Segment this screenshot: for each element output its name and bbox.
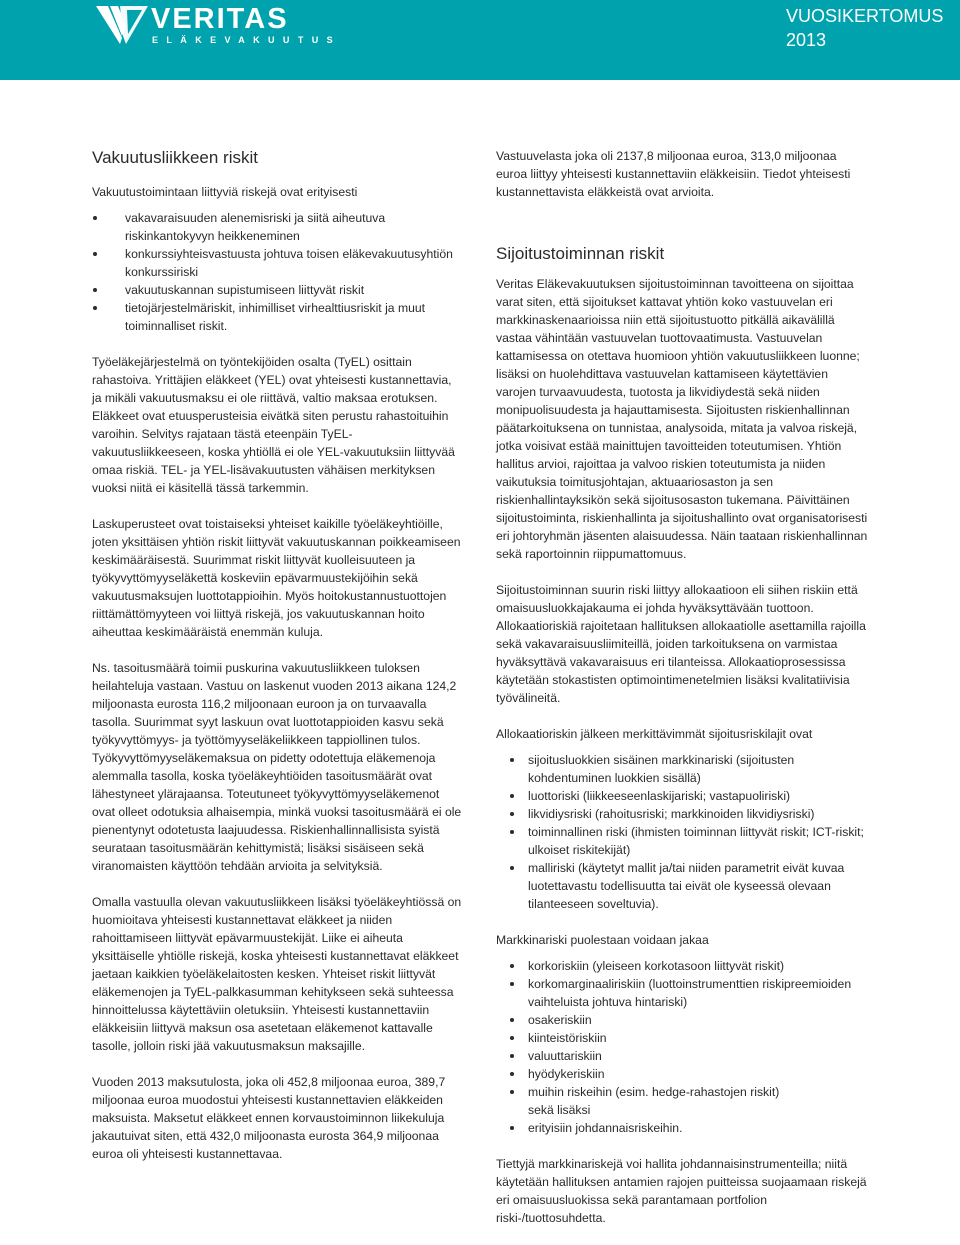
list-item: korkoriskiin (yleiseen korkotasoon liittyvät riskit) xyxy=(496,957,868,975)
list-item: vakuutuskannan supistumiseen liittyvät riskit xyxy=(92,281,464,299)
list-item: hyödykeriskiin xyxy=(496,1065,868,1083)
intro-text: Vakuutustoimintaan liittyviä riskejä ovat erityisesti xyxy=(92,185,358,199)
list-item: tietojärjestelmäriskit, inhimilliset virhealttiusriskit ja muut toiminnalliset riskit. xyxy=(92,299,464,335)
list-item: toiminnallinen riski (ihmisten toiminnan liittyvät riskit; ICT-riskit; ulkoiset riskitekijät) xyxy=(496,823,868,859)
veritas-v-icon xyxy=(96,6,148,46)
logo-subtitle: ELÄKEVAKUUTUS xyxy=(152,35,342,45)
list-item: osakeriskiin xyxy=(496,1011,868,1029)
left-column xyxy=(92,130,464,1181)
list-item-continuation: sekä lisäksi xyxy=(528,1103,591,1117)
list-item: luottoriski (liikkeeseenlaskijariski; vastapuoliriski) xyxy=(496,787,868,805)
logo-wordmark: VERITAS xyxy=(151,3,289,35)
list-item: likvidiysriski (rahoitusriski; markkinoiden likvidiysriski) xyxy=(496,805,868,823)
section-title-investment-risks: Sijoitustoiminnan riskit xyxy=(496,244,665,263)
list-item: muihin riskeihin (esim. hedge-rahastojen riskit) xyxy=(496,1083,868,1101)
list-item: konkurssiyhteisvastuusta johtuva toisen eläkevakuutusyhtiön konkurssiriski xyxy=(92,245,464,281)
paragraph: Sijoitustoiminnan suurin riski liittyy allokaatioon eli siihen riskiin että omaisuusluokkajakauma ei johda hyväksyttävään tuottoon. Allokaatioriskiä rajoitetaan hallituksen allokaatiolle asettamilla rajoilla sekä vakavaraisuusliimiteillä, joiden tarkoituksena on varmistaa hyväksyttävä vakavaraisuus eri tilanteissa. Allokaatioprosessissa käytetään stokastisten optimointimenetelmien lisäksi kvalitatiivisia työvälineitä. xyxy=(496,583,866,705)
allocation-risk-list xyxy=(496,751,868,913)
list-item: sijoitusluokkien sisäinen markkinariski (sijoitusten kohdentuminen luokkien sisällä) xyxy=(496,751,868,787)
paragraph: Ns. tasoitusmäärä toimii puskurina vakuutusliikkeen tuloksen heilahteluja vastaan. Vastuu on laskenut vuoden 2013 aikana 124,2 miljoonasta eurosta 116,2 miljoonaan euroon ja on turvaavalla tasolla. Suurimmat syyt laskuun ovat luottotappioiden kasvu sekä työkyvyttömyys- ja työttömyyseläkeliikkeen tappiollinen tulos. Työkyvyttömyyseläkemaksua on pidetty odotettuja eläkemenoja alemmalla tasolla, koska työeläkeyhtiöiden tasoitusmäärät ovat lähestyneet ylärajaansa. Toteutuneet työkyvyttömyyseläkemenot ovat olleet odotuksia alhaisempia, minkä vuoksi tasoitusmäärä ei ole pienentynyt odotetusta laajuudessa. Riskienhallinnallisista syistä seurataan tasoitusmäärän kehittymistä; lisäksi sisäiseen sekä viranomaisten käyttöön tehdään arvioita ja selvityksiä. xyxy=(92,661,462,873)
market-risk-list xyxy=(496,957,868,1137)
paragraph: Veritas Eläkevakuutuksen sijoitustoiminnan tavoitteena on sijoittaa varat siten, että sijoitukset kattavat yhtiön koko vastuuvelan eri markkinaskenaarioissa niin että sijoitustuotto pitkällä aikavälillä vastaa vähintään vastuuvelan tuottovaatimusta. Vastuuvelan kattamisessa on otettava huomioon yhtiön vakuutusliikkeen luonne; lisäksi on huolehdittava vastuuvelan kattamiseen käytettävien varojen turvaavuudesta, tuotosta ja likvidiydestä sekä niiden monipuolisuudesta ja hajauttamisesta. Sijoitusten riskienhallinnan päätarkoituksena on tunnistaa, analysoida, mitata ja valvoa riskejä, jotka voisivat estää mainittujen tavoitteiden toteutumisen. Yhtiön hallitus arvioi, rajoittaa ja valvoo riskien toteutumista ja niiden vaikutuksia toimitusjohtajan, aktuaariosaston ja sen riskienhallintayksikön sekä sijoitusosaston tukemana. Päivittäinen sijoitustoiminta, riskienhallinta ja sijoitushallinto ovat organisatorisesti eri johtoryhmän jäsenten alaisuudessa. Näin taataan riskienhallinnan sekä raportoinnin riippumattomuus. xyxy=(496,277,868,561)
list-item: malliriski (käytetyt mallit ja/tai niiden parametrit eivät kuvaa luotettavastu todellisuutta tai eivät ole kyseessä olevaan tilanteeseen soveltuvia). xyxy=(496,859,868,913)
veritas-logo xyxy=(96,3,342,46)
list-item: vakavaraisuuden alenemisriski ja siitä aiheutuva riskinkantokyvyn heikkeneminen xyxy=(92,209,464,245)
closing-paragraph: Tiettyjä markkinariskejä voi hallita johdannaisinstrumenteilla; niitä käytetään hallituksen antamien rajojen puitteissa suojaamaan riskejä eri omaisuusluokissa sekä parantamaan portfolion riski-/tuottosuhdetta. xyxy=(496,1157,867,1225)
right-column xyxy=(496,147,868,1245)
continuation-paragraph: Vastuuvelasta joka oli 2137,8 miljoonaa euroa, 313,0 miljoonaa euroa liittyy yhteisesti kustannettaviin eläkkeisiin. Tiedot yhteisesti kustannettavista eläkkeistä ovat arvioita. xyxy=(496,149,851,199)
list-item: korkomarginaaliriskiin (luottoinstrumenttien riskipreemioiden vaihteluista johtuva hintariski) xyxy=(496,975,868,1011)
page-header xyxy=(0,0,960,80)
insurance-risk-list xyxy=(92,209,464,335)
paragraph: Laskuperusteet ovat toistaiseksi yhteiset kaikille työeläkeyhtiöille, joten yksittäisen yhtiön riskit liittyvät vakuutuskannan poikkeamiseen keskimääräisestä. Suurimmat riskit liittyvät kuolleisuuteen ja työkyvyttömyyseläkettä koskeviin epävarmuustekijöihin sekä vakuutusmaksujen luottotappioihin. Myös hoitokustannustuottojen riittämättömyyteen voi liittyä riskejä, jos vakuutuskannan hoito aiheuttaa keskimääräistä enemmän kuluja. xyxy=(92,517,461,639)
list-item: kiinteistöriskiin xyxy=(496,1029,868,1047)
paragraph: Vuoden 2013 maksutulosta, joka oli 452,8 miljoonaa euroa, 389,7 miljoonaa euroa muodostui yhteisesti kustannettavien eläkkeiden maksuista. Maksetut eläkkeet ennen korvaustoiminnon liikekuluja jakautuivat siten, että 432,0 miljoonasta eurosta 364,9 miljoonaa euroa oli yhteisesti kustannettavaa. xyxy=(92,1075,446,1161)
market-risk-intro: Markkinariski puolestaan voidaan jakaa xyxy=(496,933,709,947)
list-item: erityisiin johdannaisriskeihin. xyxy=(496,1119,868,1137)
section-title-insurance-risks: Vakuutusliikkeen riskit xyxy=(92,148,258,167)
allocation-intro: Allokaatioriskin jälkeen merkittävimmät sijoitusriskilajit ovat xyxy=(496,727,813,741)
list-item: valuuttariskiin xyxy=(496,1047,868,1065)
report-label: VUOSIKERTOMUS 2013 xyxy=(786,6,944,50)
paragraph: Työeläkejärjestelmä on työntekijöiden osalta (TyEL) osittain rahastoiva. Yrittäjien eläkkeet (YEL) ovat yhteisesti kustannettavia, ja mikäli vakuutusmaksu ei ole riittävä, valtio maksaa erotuksen. Eläkkeet ovat etuusperusteisia eivätkä siten perustu rahastoituihin varoihin. Selvitys rajataan tästä eteenpäin TyEL-vakuutusliikkeeseen, koska yhtiöllä ei ole YEL-vakuutuksiin liittyvää omaa riskiä. TEL- ja YEL-lisävakuutusten vähäisen merkityksen vuoksi niitä ei käsitellä tässä tarkemmin. xyxy=(92,355,455,495)
paragraph: Omalla vastuulla olevan vakuutusliikkeen lisäksi työeläkeyhtiössä on huomioitava yhteisesti kustannettavat eläkkeet ja niiden rahoittamiseen liittyvät epävarmuustekijät. Liike ei aiheuta yksittäiselle yhtiölle riskejä, koska yhteisesti kustannettavat eläkkeet jaetaan kaikkien työeläkelaitosten kesken. Yhteiset riskit liittyvät eläkemenojen ja TyEL-palkkasumman kehitykseen sekä suhteessa hinnoittelussa käytettäviin oletuksiin. Yhteisesti kustannettaviin eläkkeisiin liittyvä maksun osa asetetaan eläkemenot kattavalle tasolle, jolloin riski jää vakuutusmaksun maksajille. xyxy=(92,895,462,1053)
